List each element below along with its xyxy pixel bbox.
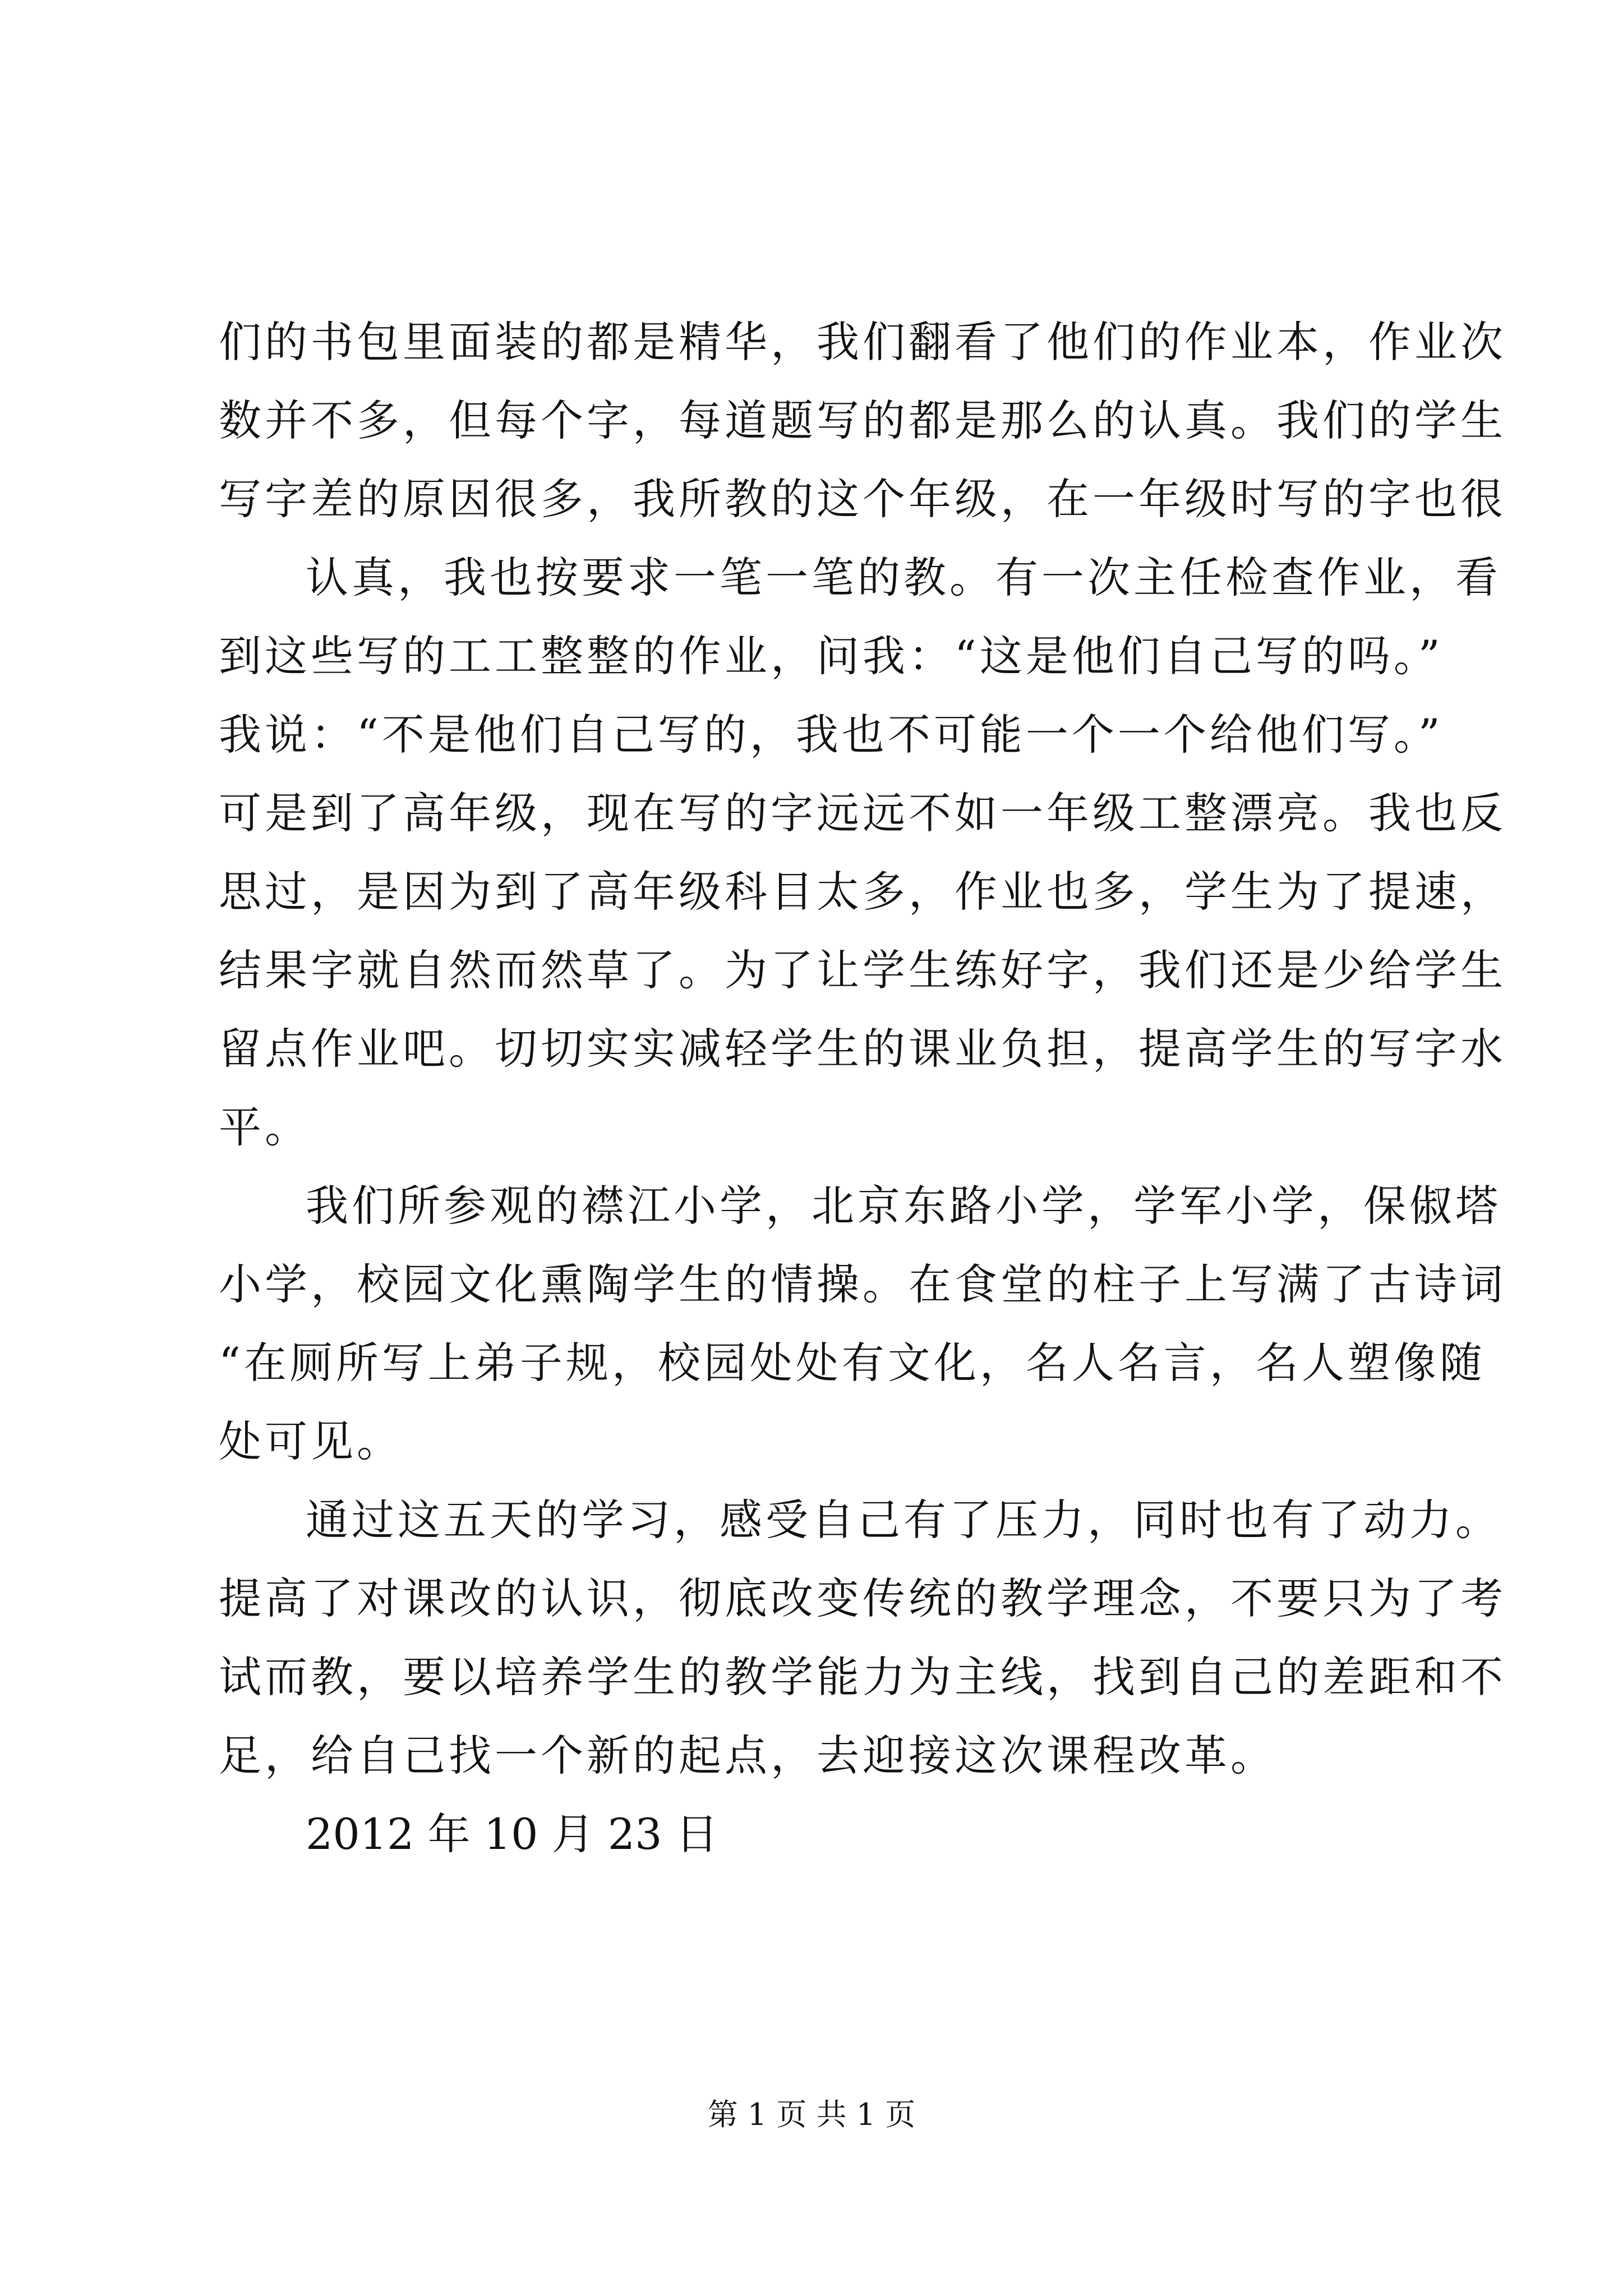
text-line: 思过，是因为到了高年级科目太多，作业也多，学生为了提速，	[219, 867, 1506, 917]
text-line: 认真，我也按要求一笔一笔的教。有一次主任检查作业，看	[306, 553, 1501, 602]
text-line: 写字差的原因很多，我所教的这个年级，在一年级时写的字也很	[219, 474, 1506, 524]
text-line: 结果字就自然而然草了。为了让学生练好字，我们还是少给学生	[219, 945, 1506, 995]
text-line: 我说：“不是他们自己写的，我也不可能一个一个给他们写。”	[219, 710, 1444, 760]
document-date: 2012 年 10 月 23 日	[306, 1809, 718, 1859]
page-number-footer: 第 1 页 共 1 页	[707, 2097, 916, 2132]
text-line: 到这些写的工工整整的作业，问我：“这是他们自己写的吗。”	[219, 631, 1444, 681]
text-line: “在厕所写上弟子规，校园处处有文化，名人名言，名人塑像随	[219, 1338, 1486, 1388]
text-line: 试而教，要以培养学生的教学能力为主线，找到自己的差距和不	[219, 1652, 1506, 1702]
text-line: 留点作业吧。切切实实减轻学生的课业负担，提高学生的写字水	[219, 1024, 1506, 1074]
text-line: 足，给自己找一个新的起点，去迎接这次课程改革。	[219, 1731, 1276, 1780]
text-line: 平。	[219, 1102, 311, 1152]
text-line: 处可见。	[219, 1416, 403, 1466]
body-text	[219, 303, 1506, 1874]
text-line: 数并不多，但每个字，每道题写的都是那么的认真。我们的学生	[219, 395, 1506, 445]
text-line: 提高了对课改的认识，彻底改变传统的教学理念，不要只为了考	[219, 1573, 1506, 1623]
text-line: 小学，校园文化熏陶学生的情操。在食堂的柱子上写满了古诗词	[219, 1259, 1506, 1309]
text-line: 通过这五天的学习，感受自己有了压力，同时也有了动力。	[306, 1495, 1501, 1545]
text-line: 可是到了高年级，现在写的字远远不如一年级工整漂亮。我也反	[219, 788, 1506, 838]
text-line: 我们所参观的襟江小学，北京东路小学，学军小学，保俶塔	[306, 1181, 1501, 1231]
text-line: 们的书包里面装的都是精华，我们翻看了他们的作业本，作业次	[219, 317, 1506, 367]
